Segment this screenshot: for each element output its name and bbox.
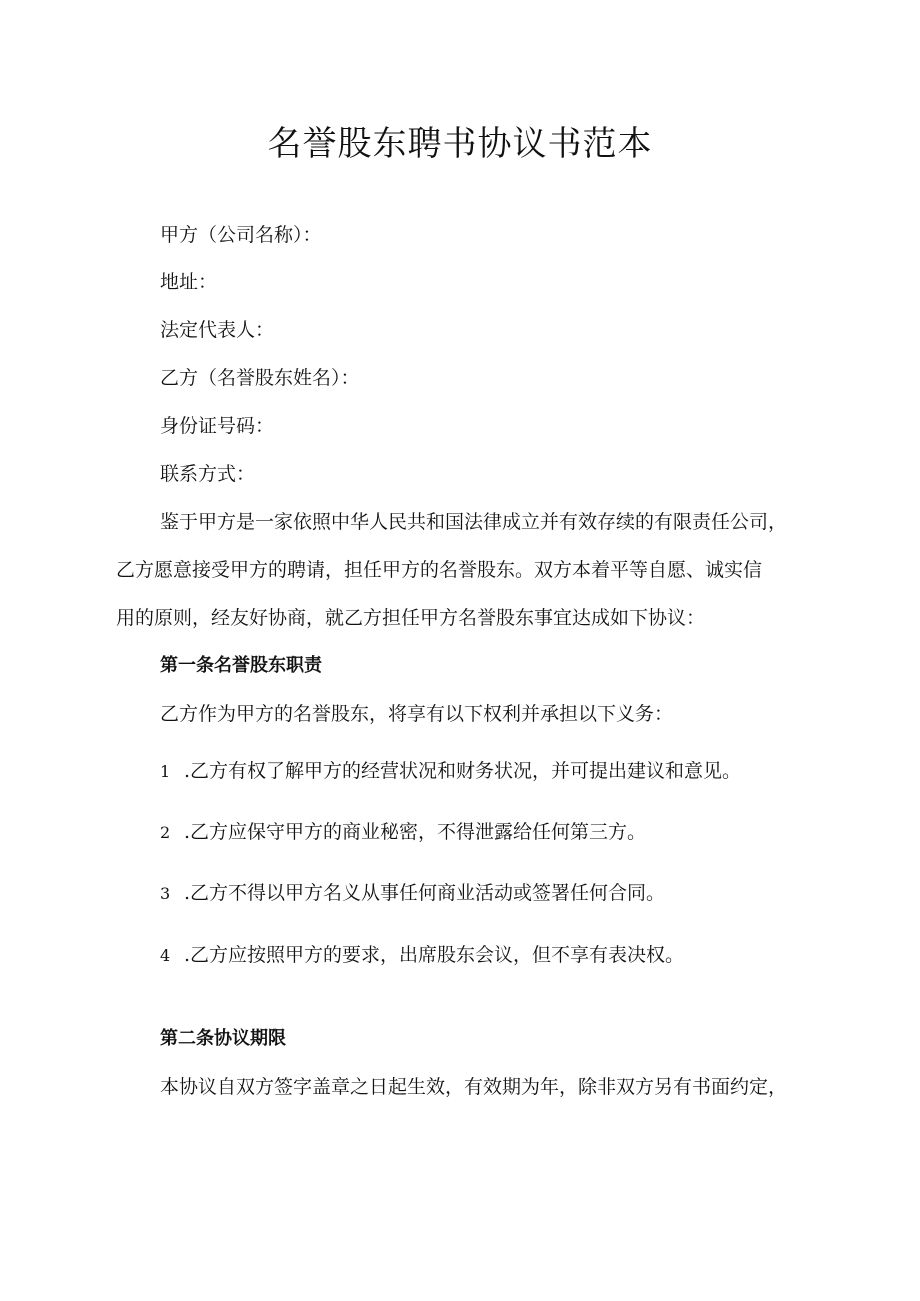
field-contact: 联系方式： xyxy=(160,463,256,485)
item-text: .乙方应保守甲方的商业秘密，不得泄露给任何第三方。 xyxy=(184,821,647,843)
item-text: .乙方不得以甲方名义从事任何商业活动或签署任何合同。 xyxy=(184,882,666,904)
item-text: .乙方应按照甲方的要求，出席股东会议，但不享有表决权。 xyxy=(184,944,685,966)
item-number: 4 xyxy=(160,946,171,965)
field-id-number: 身份证号码： xyxy=(160,415,275,437)
article1-item xyxy=(160,879,665,908)
item-text: .乙方有权了解甲方的经营状况和财务状况，并可提出建议和意见。 xyxy=(184,760,742,782)
field-address: 地址： xyxy=(160,271,218,293)
article2-heading: 第二条协议期限 xyxy=(160,1028,286,1049)
preamble-line-1: 鉴于甲方是一家依照中华人民共和国法律成立并有效存续的有限责任公司， xyxy=(160,511,788,533)
field-party-b: 乙方（名誉股东姓名）： xyxy=(160,367,360,389)
article1-heading: 第一条名誉股东职责 xyxy=(160,655,322,676)
preamble-line-2: 乙方愿意接受甲方的聘请，担任甲方的名誉股东。双方本着平等自愿、诚实信 xyxy=(116,559,763,581)
document-title: 名誉股东聘书协议书范本 xyxy=(267,124,653,164)
field-legal-representative: 法定代表人： xyxy=(160,319,275,341)
item-number: 2 xyxy=(160,823,171,842)
item-number: 3 xyxy=(160,884,171,903)
item-number: 1 xyxy=(160,762,171,781)
article1-item xyxy=(160,941,684,970)
article1-intro: 乙方作为甲方的名誉股东，将享有以下权利并承担以下义务： xyxy=(160,703,674,725)
article2-text: 本协议自双方签字盖章之日起生效，有效期为年，除非双方另有书面约定， xyxy=(160,1076,788,1098)
preamble-line-3: 用的原则，经友好协商，就乙方担任甲方名誉股东事宜达成如下协议： xyxy=(116,607,706,629)
article1-item xyxy=(160,818,646,847)
article1-item xyxy=(160,757,741,786)
field-party-a: 甲方（公司名称）： xyxy=(160,224,322,246)
